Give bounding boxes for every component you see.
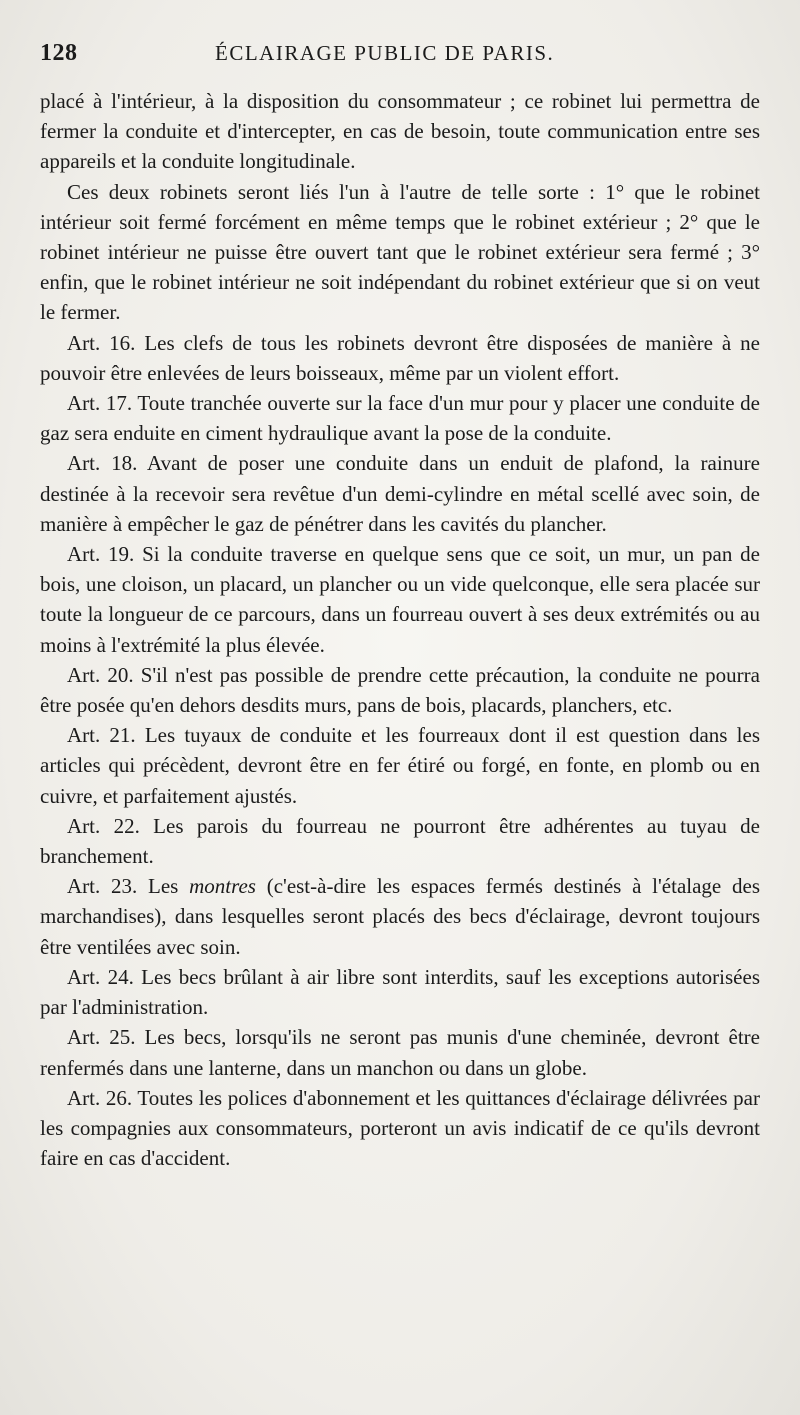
article-19: Art. 19. Si la conduite traverse en quelque sens que ce soit, un mur, un pan de bois, une cloison, un placard, un plancher ou un vide quelconque, elle sera placée sur toute la longueur de ce parcours, dans un fourreau ouvert à ses deux extrémités ou au moins à l'extrémité la plus élevée. [40,542,760,657]
paragraph-robinets: Ces deux robinets seront liés l'un à l'autre de telle sorte : 1° que le robinet intérieur soit fermé forcément en même temps que le robinet extérieur ; 2° que le robinet intérieur ne puisse être ouvert tant que le robinet extérieur sera fermé ; 3° enfin, que le robinet intérieur ne soit indépendant du robinet extérieur que si on veut le fermer. [40,179,760,325]
article-24: Art. 24. Les becs brûlant à air libre sont interdits, sauf les exceptions autorisées par l'administration. [40,964,760,1020]
page-number: 128 [40,40,78,66]
article-25: Art. 25. Les becs, lorsqu'ils ne seront pas munis d'une cheminée, devront être renfermés dans une lanterne, dans un manchon ou dans un globe. [40,1025,760,1080]
article-16: Art. 16. Les clefs de tous les robinets devront être disposées de manière à ne pouvoir être enlevées de leurs boisseaux, même par un violent effort. [40,330,760,385]
paragraph-continuation: placé à l'intérieur, à la disposition du consommateur ; ce robinet lui permettra de fermer la conduite et d'intercepter, en cas de besoin, toute communication entre ses appareils et la conduite longitudinale. [40,89,760,174]
article-26: Art. 26. Toutes les polices d'abonnement et les quittances d'éclairage délivrées par les compagnies aux consommateurs, porteront un avis indicatif de ce qu'ils devront faire en cas d'accident. [40,1085,760,1171]
article-23-italic-term: montres [189,874,256,899]
article-18: Art. 18. Avant de poser une conduite dans un enduit de plafond, la rainure destinée à la recevoir sera revêtue d'un demi-cylindre en métal scellé avec soin, de manière à empêcher le gaz de pénétrer dans les cavités du plancher. [40,451,760,536]
body-text [40,86,760,1173]
article-20: Art. 20. S'il n'est pas possible de prendre cette précaution, la conduite ne pourra être posée qu'en dehors desdits murs, pans de bois, placards, planchers, etc. [40,662,760,718]
article-23-text-before: Art. 23. Les [67,874,190,899]
running-title: ÉCLAIRAGE PUBLIC DE PARIS. [215,41,555,65]
page-header [40,40,760,80]
article-17: Art. 17. Toute tranchée ouverte sur la face d'un mur pour y placer une conduite de gaz sera enduite en ciment hydraulique avant la pose de la conduite. [40,391,760,446]
article-22: Art. 22. Les parois du fourreau ne pourront être adhérentes au tuyau de branchement. [40,813,760,869]
article-21: Art. 21. Les tuyaux de conduite et les fourreaux dont il est question dans les articles qui précèdent, devront être en fer étiré ou forgé, en fonte, en plomb ou en cuivre, et parfaitement ajustés. [40,723,760,808]
article-23 [40,871,760,962]
article-23-text-after: (c'est-à-dire les espaces fermés destinés à l'étalage des marchandises), dans lesquelles seront placés des becs d'éclairage, devront toujours être ventilées avec soin. [40,874,760,959]
